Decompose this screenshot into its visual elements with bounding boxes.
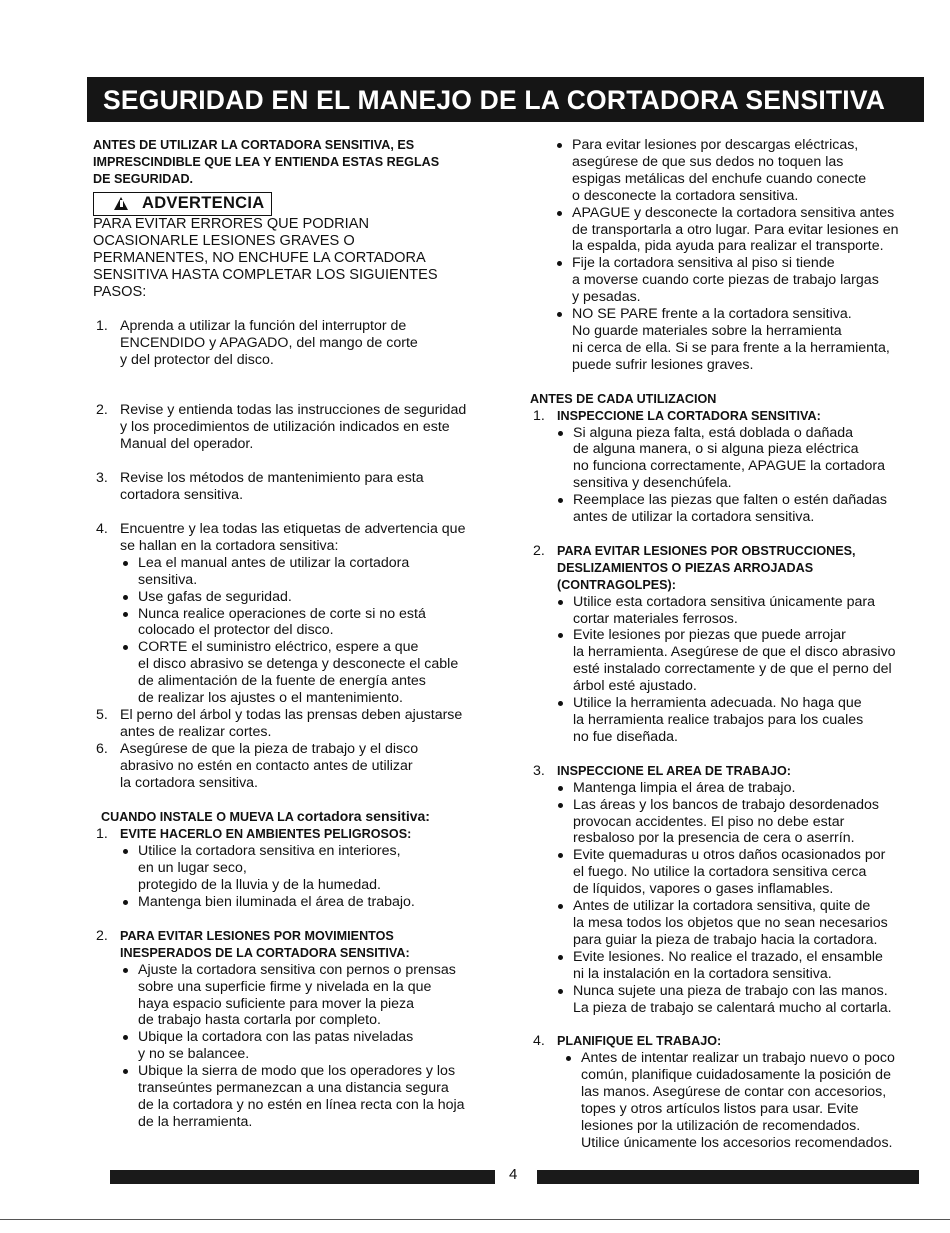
bullet-line: Evite lesiones. No realice el trazado, el ensamble	[573, 948, 883, 965]
item-title: INESPERADOS DE LA CORTADORA SENSITIVA:	[120, 945, 410, 960]
item-number: 2.	[533, 542, 545, 559]
list-item	[557, 780, 920, 797]
bullet-line: colocado el protector del disco.	[138, 622, 334, 639]
step-4	[93, 521, 493, 707]
step-line: antes de realizar cortes.	[120, 723, 272, 740]
bullet-line: lesiones por la utilización de recomendados.	[581, 1117, 861, 1134]
bullet-line: Ubique la cortadora con las patas niveladas	[138, 1029, 414, 1046]
step-1	[93, 318, 493, 369]
step-line: ENCENDIDO y APAGADO, del mango de corte	[120, 334, 418, 351]
list-item	[557, 847, 920, 898]
list-item	[120, 894, 493, 911]
step-line: y del protector del disco.	[120, 351, 274, 368]
bullet-line: Si alguna pieza falta, está doblada o dañada	[573, 424, 854, 441]
bullet-line: para guiar la pieza de trabajo hacia la cortadora.	[573, 931, 878, 948]
bullet-line: esté instalado correctamente y de que el perno del	[573, 661, 892, 678]
list-item	[120, 555, 493, 589]
step-number: 3.	[96, 470, 108, 487]
bullet-line: Las áreas y los bancos de trabajo desordenados	[573, 796, 880, 813]
install-item-1	[93, 826, 493, 911]
before-item-4	[530, 1033, 920, 1151]
bullet-line: Reemplace las piezas que falten o estén dañadas	[573, 492, 887, 509]
bullet-line: Antes de intentar realizar un trabajo nuevo o poco	[581, 1050, 895, 1067]
warning-line: PARA EVITAR ERRORES QUE PODRIAN	[93, 215, 369, 232]
install-heading	[93, 808, 493, 826]
intro-line: ANTES DE UTILIZAR LA CORTADORA SENSITIVA, ES	[93, 138, 415, 152]
bullet-line: y pesadas.	[572, 289, 641, 306]
list-item	[120, 843, 493, 894]
warning-box	[93, 192, 272, 216]
bullet-line: Antes de utilizar la cortadora sensitiva, quite de	[573, 898, 871, 915]
list-item	[557, 425, 920, 493]
bullet-line: Evite lesiones por piezas que puede arrojar	[573, 627, 846, 644]
bullet-line: árbol esté ajustado.	[573, 678, 697, 695]
intro-line: IMPRESCINDIBLE QUE LEA Y ENTIENDA ESTAS REGLAS	[93, 154, 440, 169]
item-number: 2.	[96, 927, 108, 944]
bullet-line: transeúntes permanezcan a una distancia segura	[138, 1080, 449, 1097]
bullet-line: espigas metálicas del enchufe cuando conecte	[572, 170, 867, 187]
list-item	[120, 606, 493, 640]
list-item	[557, 797, 920, 848]
bullet-line: Utilice la cortadora sensitiva en interiores,	[138, 843, 401, 860]
item-title: INSPECCIONE LA CORTADORA SENSITIVA:	[557, 408, 821, 423]
warning-line: OCASIONARLE LESIONES GRAVES O	[93, 232, 355, 249]
bullet-line: de transportarla a otro lugar. Para evitar lesiones en	[572, 221, 899, 238]
list-item	[120, 589, 493, 606]
bullet-line: la espalda, pida ayuda para realizar el transporte.	[572, 238, 884, 255]
bullet-line: de trabajo hasta cortarla por completo.	[138, 1012, 381, 1029]
right-column	[530, 137, 920, 1152]
bullet-line: Mantenga limpia el área de trabajo.	[573, 779, 796, 796]
intro-line: DE SEGURIDAD.	[93, 171, 194, 186]
bullet-line: la mesa todos los objetos que no sean necesarios	[573, 914, 888, 931]
bullet-line: asegúrese de que sus dedos no toquen las	[572, 153, 844, 170]
list-item	[565, 1050, 920, 1151]
bullet-line: Evite quemaduras u otros daños ocasionados por	[573, 847, 886, 864]
list-item	[556, 306, 920, 374]
item-title: PARA EVITAR LESIONES POR OBSTRUCCIONES,	[557, 543, 856, 558]
bullet-line: protegido de la lluvia y de la humedad.	[138, 877, 381, 894]
list-item	[120, 639, 493, 707]
list-item	[557, 695, 920, 746]
step-6	[93, 741, 493, 792]
bullet-line: resbaloso por la presencia de cera o aserrín.	[573, 830, 855, 847]
bullet-line: la herramienta. Asegúrese de que el disco abrasivo	[573, 644, 896, 661]
before-use-heading: ANTES DE CADA UTILIZACION	[530, 391, 717, 406]
footer-bar-left	[110, 1170, 495, 1184]
bullet-line: a moverse cuando corte piezas de trabajo largas	[572, 272, 879, 289]
bullet-line: No guarde materiales sobre la herramienta	[572, 322, 842, 339]
step-3	[93, 470, 493, 504]
step-line: abrasivo no estén en contacto antes de utilizar	[120, 757, 413, 774]
item-number: 1.	[96, 826, 108, 843]
bullet-line: haya espacio suficiente para mover la pieza	[138, 995, 415, 1012]
before-item-3	[530, 763, 920, 1017]
left-column	[93, 137, 493, 1131]
before-item-2	[530, 543, 920, 746]
bullet-line: provocan accidentes. El piso no debe estar	[573, 813, 845, 830]
bullet-line: Utilice la herramienta adecuada. No haga que	[573, 695, 862, 712]
bullet-line: APAGUE y desconecte la cortadora sensitiva antes	[572, 204, 895, 221]
step-5	[93, 707, 493, 741]
bullet-line: de la herramienta.	[138, 1113, 253, 1130]
bullet-line: Utilice únicamente los accesorios recomendados.	[581, 1134, 893, 1151]
bullet-line: Ajuste la cortadora sensitiva con pernos o prensas	[138, 961, 456, 978]
before-item-1	[530, 408, 920, 526]
bullet-line: antes de utilizar la cortadora sensitiva.	[573, 509, 815, 526]
bullet-line: el disco abrasivo se detenga y desconecte el cable	[138, 656, 459, 673]
list-item	[557, 983, 920, 1017]
step-line: Encuentre y lea todas las etiquetas de advertencia que	[120, 520, 466, 537]
bullet-line: Mantenga bien iluminada el área de trabajo.	[138, 894, 415, 910]
item-number: 3.	[533, 762, 545, 779]
install-heading-part: cortadora sensitiva:	[296, 808, 430, 825]
bullet-line: Lea el manual antes de utilizar la cortadora	[138, 554, 410, 571]
bullet-line: de realizar los ajustes o el mantenimiento.	[138, 690, 403, 707]
bullet-line: Fije la cortadora sensitiva al piso si tiende	[572, 255, 835, 272]
list-item	[556, 255, 920, 306]
item-title: EVITE HACERLO EN AMBIENTES PELIGROSOS:	[120, 827, 412, 842]
bullet-line: Nunca realice operaciones de corte si no está	[138, 605, 426, 622]
bullet-line: el fuego. No utilice la cortadora sensitiva cerca	[573, 864, 867, 881]
bullet-line: La pieza de trabajo se calentará mucho al cortarla.	[573, 999, 892, 1016]
bullet-line: sensitiva y desenchúfela.	[573, 475, 732, 492]
bullet-line: ni cerca de ella. Si se para frente a la herramienta,	[572, 339, 890, 356]
bullet-line: de la cortadora y no estén en línea recta con la hoja	[138, 1096, 465, 1113]
list-item	[556, 205, 920, 256]
item-title: DESLIZAMIENTOS O PIEZAS ARROJADAS	[557, 560, 814, 575]
step-line: Aprenda a utilizar la función del interruptor de	[120, 317, 407, 334]
bullet-line: puede sufrir lesiones graves.	[572, 356, 754, 373]
step-number: 6.	[96, 740, 108, 757]
bullet-line: de líquidos, vapores o gases inflamables.	[573, 881, 834, 898]
bullet-line: no fue diseñada.	[573, 728, 678, 745]
bullet-line: Nunca sujete una pieza de trabajo con las manos.	[573, 982, 888, 999]
bullet-line: Utilice esta cortadora sensitiva únicamente para	[573, 593, 876, 610]
bullet-line: Use gafas de seguridad.	[138, 588, 292, 605]
warning-line: PASOS:	[93, 283, 147, 300]
bullet-line: Para evitar lesiones por descargas eléctricas,	[572, 137, 859, 153]
bullet-line: o desconecte la cortadora sensitiva.	[572, 187, 799, 204]
list-item	[556, 137, 920, 205]
step-line: cortadora sensitiva.	[120, 487, 244, 504]
page-number: 4	[509, 1166, 518, 1183]
step-line: Revise y entienda todas las instrucciones de seguridad	[120, 402, 467, 419]
step-number: 2.	[96, 402, 108, 419]
bullet-line: en un lugar seco,	[138, 860, 247, 877]
warning-triangle-icon	[114, 197, 128, 210]
item-title: INSPECCIONE EL AREA DE TRABAJO:	[557, 763, 791, 778]
step-2	[93, 402, 493, 453]
bullet-line: topes y otros artículos listos para usar. Evite	[581, 1101, 859, 1118]
bullet-line: Ubique la sierra de modo que los operadores y los	[138, 1063, 456, 1080]
bullet-line: sensitiva.	[138, 571, 198, 588]
bullet-line: la herramienta realice trabajos para los cuales	[573, 712, 864, 728]
item-title: (CONTRAGOLPES):	[557, 577, 676, 592]
title-banner	[87, 77, 924, 122]
step-line: Asegúrese de que la pieza de trabajo y el disco	[120, 740, 419, 757]
item-number: 1.	[533, 407, 545, 424]
item-number: 4.	[533, 1033, 545, 1050]
step-number: 1.	[96, 317, 108, 334]
right-bullets	[530, 137, 920, 374]
bullet-line: común, planifique cuidadosamente la posición de	[581, 1067, 891, 1084]
list-item	[120, 1063, 493, 1131]
install-heading-part: CUANDO INSTALE O MUEVA LA	[101, 810, 297, 825]
page-title: SEGURIDAD EN EL MANEJO DE LA CORTADORA SENSITIVA	[103, 84, 886, 115]
warning-line: PERMANENTES, NO ENCHUFE LA CORTADORA	[93, 249, 426, 266]
warning-text	[93, 216, 493, 301]
step-line: El perno del árbol y todas las prensas deben ajustarse	[120, 706, 463, 723]
list-item	[120, 962, 493, 1030]
list-item	[557, 949, 920, 983]
bottom-rule	[0, 1219, 950, 1220]
install-item-2	[93, 928, 493, 1131]
list-item	[557, 492, 920, 526]
item-title: PARA EVITAR LESIONES POR MOVIMIENTOS	[120, 928, 394, 943]
bullet-line: de alguna manera, o si alguna pieza eléctrica	[573, 441, 859, 458]
bullet-line: las manos. Asegúrese de contar con accesorios,	[581, 1084, 887, 1101]
list-item	[557, 898, 920, 949]
list-item	[120, 1029, 493, 1063]
bullet-line: cortar materiales ferrosos.	[573, 610, 738, 627]
footer-bar-right	[537, 1170, 919, 1184]
bullet-line: ni la instalación en la cortadora sensitiva.	[573, 965, 832, 982]
bullet-line: sobre una superficie firme y nivelada en la que	[138, 978, 432, 995]
bullet-line: NO SE PARE frente a la cortadora sensitiva.	[572, 306, 852, 323]
step-line: la cortadora sensitiva.	[120, 774, 259, 791]
item-title: PLANIFIQUE EL TRABAJO:	[557, 1034, 722, 1049]
bullet-line: no funciona correctamente, APAGUE la cortadora	[573, 458, 886, 475]
step-line: Revise los métodos de mantenimiento para esta	[120, 470, 424, 487]
warning-line: SENSITIVA HASTA COMPLETAR LOS SIGUIENTES	[93, 266, 438, 283]
intro-text	[93, 137, 493, 188]
bullet-line: CORTE el suministro eléctrico, espere a que	[138, 639, 419, 656]
step-number: 5.	[96, 706, 108, 723]
bullet-line: y no se balancee.	[138, 1046, 250, 1063]
warning-label: ADVERTENCIA	[142, 194, 265, 213]
bullet-line: de alimentación de la fuente de energía antes	[138, 673, 426, 690]
step-line: y los procedimientos de utilización indicados en este	[120, 419, 450, 436]
list-item	[557, 627, 920, 695]
step-number: 4.	[96, 520, 108, 537]
list-item	[557, 594, 920, 628]
step-line: se hallan en la cortadora sensitiva:	[120, 537, 339, 554]
step-line: Manual del operador.	[120, 436, 254, 453]
